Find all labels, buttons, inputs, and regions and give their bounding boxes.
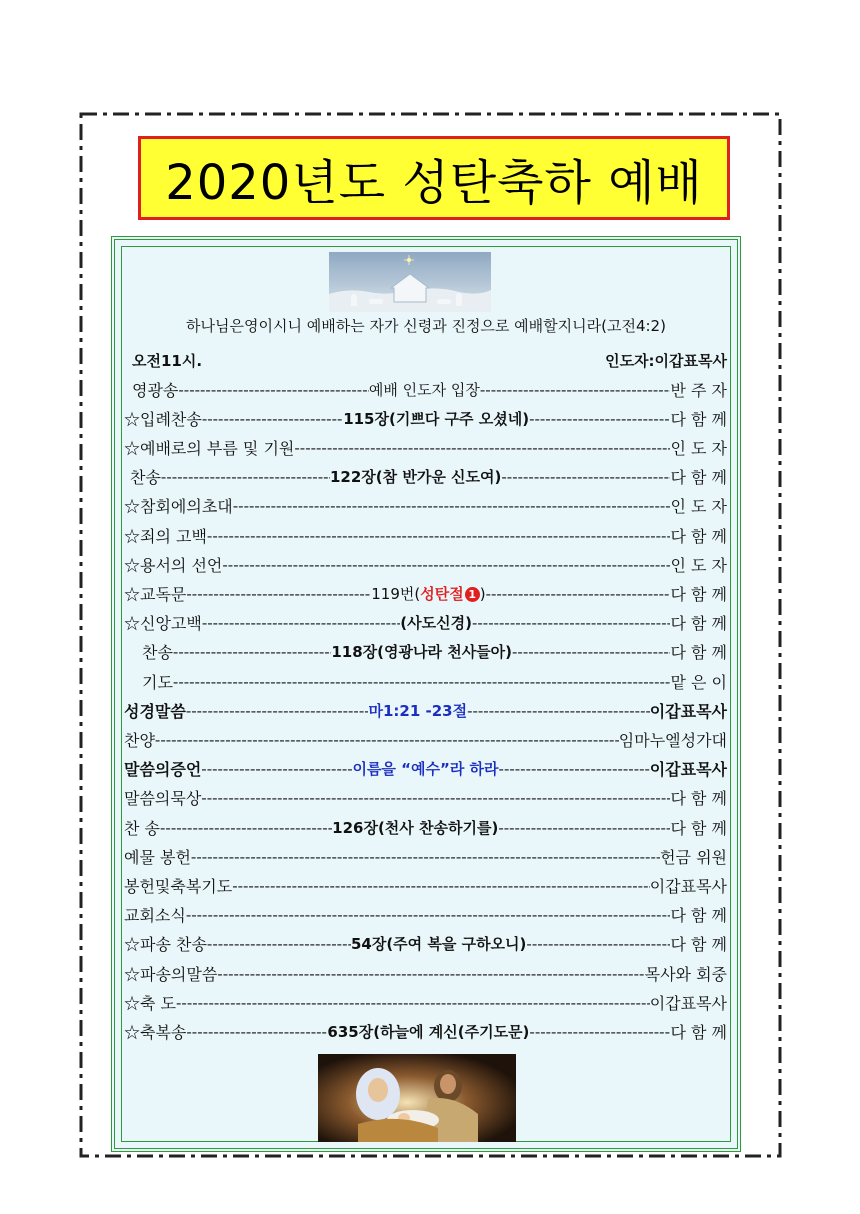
program-item-role: 다 함 께 (670, 818, 727, 838)
program-item-role: 다 함 께 (670, 643, 727, 663)
program-item-title: 교회소식 (124, 906, 186, 926)
program-item-detail: (사도신경) (400, 614, 472, 633)
program-item (124, 931, 727, 957)
program-item-title: ☆파송의말씀 (124, 964, 218, 984)
program-item-title: ☆신앙고백 (124, 614, 202, 634)
dash-leader (201, 759, 352, 778)
program-item-title: ☆파송 찬송 (124, 935, 207, 955)
program-item-title: 찬양 (124, 730, 155, 750)
title-banner (138, 136, 730, 220)
program-item (124, 493, 727, 519)
dash-leader (160, 818, 332, 837)
program-item-role: 인 도 자 (670, 497, 727, 517)
program-item-detail (371, 583, 485, 604)
dash-leader (173, 672, 671, 691)
program-item-title: 말씀의증언 (124, 760, 202, 780)
dash-leader (191, 847, 660, 866)
program-item-role: 다 함 께 (670, 906, 727, 926)
program-item-role: 다 함 께 (670, 614, 727, 634)
program-item-role: 인 도 자 (670, 438, 727, 458)
program-item-detail: 122장(참 반가운 신도여) (329, 468, 502, 487)
program-item (124, 610, 727, 636)
dash-leader (201, 788, 670, 807)
program-item-title: 성경말씀 (124, 701, 186, 721)
program-item-title: 말씀의묵상 (124, 789, 202, 809)
highlight-text: 성탄절 (420, 584, 464, 603)
dash-leader (512, 642, 670, 661)
dash-leader (186, 905, 671, 924)
program-item-role: 맡 은 이 (670, 672, 727, 692)
program-item-title: 예물 봉헌 (124, 847, 191, 867)
holy-family-image (318, 1054, 516, 1142)
program-item-title: ☆용서의 선언 (124, 555, 223, 575)
dash-leader (202, 409, 343, 428)
program-item-detail: 54장(주여 복을 구하오니) (350, 935, 527, 954)
program-item-role: 다 함 께 (670, 935, 727, 955)
program-item-role: 다 함 께 (670, 468, 727, 488)
dash-leader (529, 409, 670, 428)
service-leader: 인도자:이갑표목사 (605, 351, 727, 370)
program-item-role: 다 함 께 (670, 1022, 727, 1042)
service-time: 오전11시. (132, 351, 203, 370)
program-item-detail: 126장(천사 찬송하기를) (332, 818, 499, 837)
program-item-detail: 115장(기쁘다 구주 오셨네) (343, 409, 530, 428)
dash-leader (232, 876, 650, 895)
dash-leader (501, 467, 670, 486)
program-item-role: 반 주 자 (670, 380, 727, 400)
program-item (124, 464, 727, 490)
program-item-title: 찬송 (130, 468, 161, 488)
dash-leader (486, 584, 671, 603)
program-item-title: ☆예배로의 부름 및 기원 (124, 438, 295, 458)
page-title: 2020년도 성탄축하 예배 (165, 154, 703, 211)
dash-leader (207, 526, 671, 545)
service-header-row (124, 347, 727, 373)
dash-leader (207, 934, 351, 953)
program-item (124, 376, 727, 402)
circled-number: 1 (465, 587, 480, 602)
program-item (124, 726, 727, 752)
nativity-silhouette-image (329, 252, 491, 312)
dash-leader (186, 584, 371, 603)
program-item (124, 580, 727, 606)
program-item (124, 989, 727, 1015)
program-item-detail: 118장(영광나라 천사들아) (331, 643, 513, 662)
detail-prefix: 119번( (371, 584, 421, 603)
program-item (124, 902, 727, 928)
program-item (124, 405, 727, 431)
program-item-title: 영광송 (132, 380, 179, 400)
program-item (124, 843, 727, 869)
program-item (124, 1018, 727, 1044)
program-item-title: ☆교독문 (124, 584, 187, 604)
program-item-detail: 예배 인도자 입장 (368, 380, 480, 399)
dash-leader (467, 701, 650, 720)
program-item-title: ☆입례찬송 (124, 409, 202, 429)
dash-leader (217, 964, 644, 983)
program-item (124, 814, 727, 840)
program-item-role: 인 도 자 (670, 555, 727, 575)
dash-leader (480, 380, 671, 399)
program-item-detail: 마1:21 -23절 (368, 701, 468, 720)
dash-leader (222, 555, 670, 574)
program-item (124, 522, 727, 548)
dash-leader (173, 642, 331, 661)
program-item-detail: 이름을 “예수”라 하라 (352, 760, 499, 779)
program-item (124, 639, 727, 665)
program-item (124, 960, 727, 986)
dash-leader (161, 467, 330, 486)
program-item-role: 이갑표목사 (649, 876, 727, 896)
program-item (124, 668, 727, 694)
program-item-title: 찬송 (142, 643, 173, 663)
program-item-title: 기도 (142, 672, 173, 692)
program-item-title: ☆축 도 (124, 993, 176, 1013)
program-item-role: 임마누엘성가대 (618, 730, 727, 750)
program-item-role: 다 함 께 (670, 409, 727, 429)
dash-leader (472, 613, 670, 632)
program-item-role: 다 함 께 (670, 584, 727, 604)
dash-leader (529, 1022, 670, 1041)
dash-leader (178, 380, 369, 399)
dash-leader (202, 613, 400, 632)
program-item-title: ☆축복송 (124, 1022, 187, 1042)
program-item-title: ☆죄의 고백 (124, 526, 207, 546)
scripture-verse: 하나님은영이시니 예배하는 자가 신령과 진정으로 예배할지니라(고전4:2) (186, 317, 666, 335)
program-item-role: 이갑표목사 (649, 701, 727, 721)
dash-leader (233, 496, 671, 515)
dash-leader (186, 701, 369, 720)
program-item-title: 봉헌및축복기도 (124, 876, 233, 896)
program-item-role: 이갑표목사 (649, 993, 727, 1013)
program-item (124, 551, 727, 577)
program-item-role: 목사와 회중 (644, 964, 727, 984)
program-item-role: 이갑표목사 (649, 760, 727, 780)
dash-leader (498, 818, 670, 837)
dash-leader (526, 934, 670, 953)
program-item-title: ☆참회에의초대 (124, 497, 233, 517)
program-item (124, 785, 727, 811)
program-item (124, 756, 727, 782)
detail-suffix: ) (479, 584, 486, 603)
program-item-title: 찬 송 (124, 818, 160, 838)
dash-leader (294, 438, 670, 457)
dash-leader (186, 1022, 327, 1041)
program-item (124, 697, 727, 723)
program-item-role: 다 함 께 (670, 789, 727, 809)
program-item (124, 434, 727, 460)
dash-leader (155, 730, 619, 749)
program-item-role: 헌금 위원 (660, 847, 727, 867)
program-item-role: 다 함 께 (670, 526, 727, 546)
program-item (124, 872, 727, 898)
dash-leader (499, 759, 650, 778)
dash-leader (176, 993, 650, 1012)
program-item-detail: 635장(하늘에 계신(주기도문) (327, 1022, 530, 1041)
